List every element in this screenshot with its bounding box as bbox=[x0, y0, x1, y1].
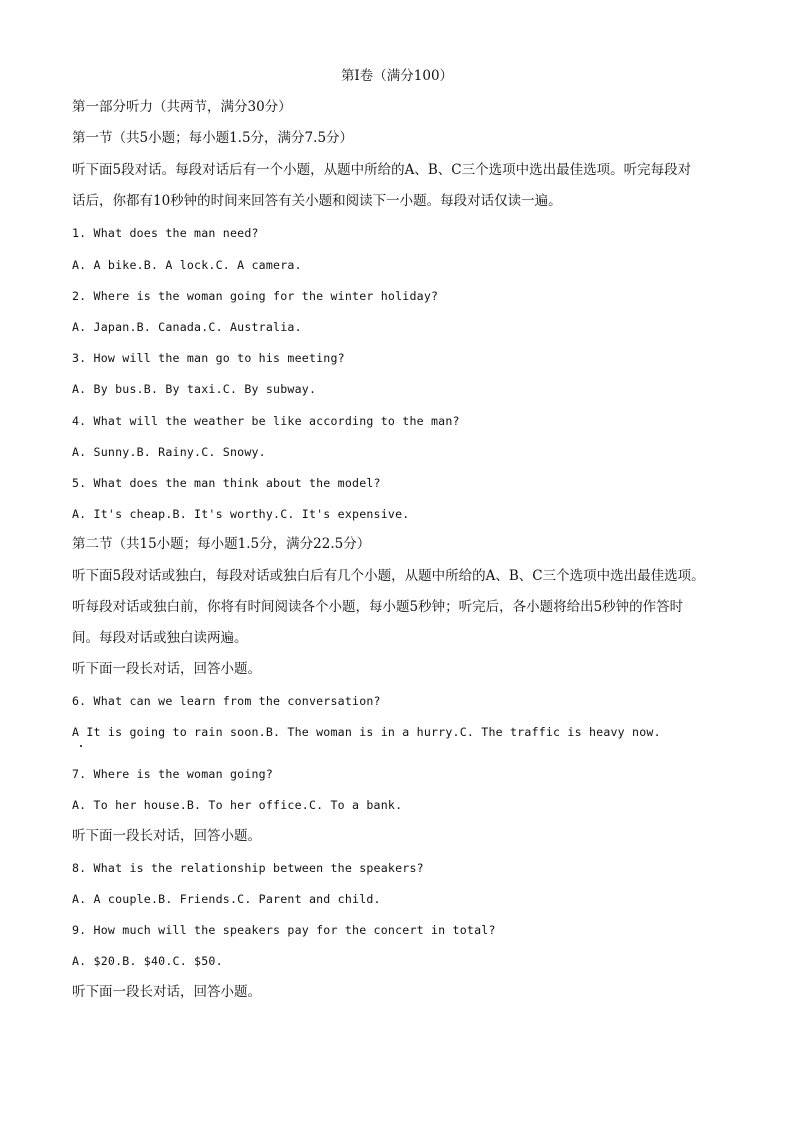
part-heading: 第一部分听力（共两节，满分30分） bbox=[72, 99, 292, 115]
listening-prompt: 听下面一段长对话，回答小题。 bbox=[72, 828, 261, 844]
question-7: 7. Where is the woman going? bbox=[72, 767, 274, 781]
section2-instruction-1: 听下面5段对话或独白，每段对话或独白后有几个小题，从题中所给的A、B、C三个选项中选出最佳选项。 bbox=[72, 568, 705, 584]
options-5: A. It's cheap.B. It's worthy.C. It's expensive. bbox=[72, 507, 410, 521]
question-3: 3. How will the man go to his meeting? bbox=[72, 351, 345, 365]
question-2: 2. Where is the woman going for the winter holiday? bbox=[72, 289, 439, 303]
section1-heading: 第一节（共5小题；每小题1.5分，满分7.5分） bbox=[72, 130, 354, 146]
options-8: A. A couple.B. Friends.C. Parent and child. bbox=[72, 892, 381, 906]
section1-instruction-2: 话后，你都有10秒钟的时间来回答有关小题和阅读下一小题。每段对话仅读一遍。 bbox=[72, 193, 562, 209]
question-4: 4. What will the weather be like according to the man? bbox=[72, 414, 460, 428]
section2-instruction-3: 间。每段对话或独白读两遍。 bbox=[72, 630, 248, 646]
options-3: A. By bus.B. By taxi.C. By subway. bbox=[72, 382, 317, 396]
question-6: 6. What can we learn from the conversation? bbox=[72, 694, 381, 708]
page-title: 第Ⅰ卷（满分100） bbox=[340, 68, 454, 84]
options-9: A. $20.B. $40.C. $50. bbox=[72, 954, 223, 968]
question-9: 9. How much will the speakers pay for the concert in total? bbox=[72, 923, 496, 937]
options-1: A. A bike.B. A lock.C. A camera. bbox=[72, 258, 302, 272]
question-5: 5. What does the man think about the model? bbox=[72, 476, 381, 490]
options-2: A. Japan.B. Canada.C. Australia. bbox=[72, 320, 302, 334]
options-6: A It is going to rain soon.B. The woman is in a hurry.C. The traffic is heavy now. bbox=[72, 725, 661, 739]
listening-prompt: 听下面一段长对话，回答小题。 bbox=[72, 984, 261, 1000]
options-7: A. To her house.B. To her office.C. To a bank. bbox=[72, 798, 403, 812]
question-1: 1. What does the man need? bbox=[72, 226, 259, 240]
section1-instruction-1: 听下面5段对话。每段对话后有一个小题，从题中所给的A、B、C三个选项中选出最佳选项。听完每段对 bbox=[72, 162, 692, 178]
options-4: A. Sunny.B. Rainy.C. Snowy. bbox=[72, 445, 266, 459]
listening-prompt: 听下面一段长对话，回答小题。 bbox=[72, 661, 261, 677]
section2-heading: 第二节（共15小题；每小题1.5分，满分22.5分） bbox=[72, 536, 371, 552]
section2-instruction-2: 听每段对话或独白前，你将有时间阅读各个小题，每小题5秒钟；听完后，各小题将给出5秒钟的作答时 bbox=[72, 599, 684, 615]
stray-mark bbox=[80, 745, 82, 747]
question-8: 8. What is the relationship between the speakers? bbox=[72, 861, 424, 875]
